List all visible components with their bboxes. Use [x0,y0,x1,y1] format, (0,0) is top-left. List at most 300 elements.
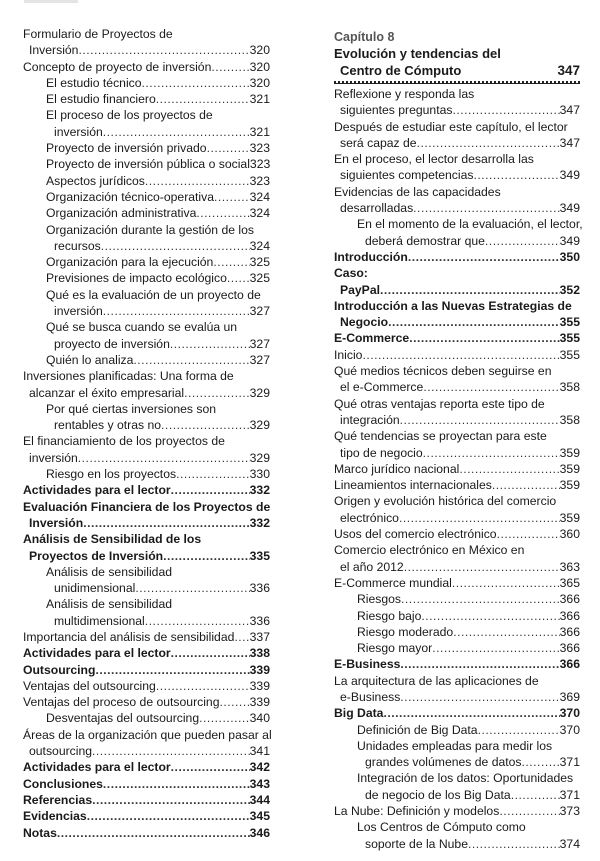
dot-leader [171,482,250,498]
toc-entry-text: Análisis de sensibilidad [46,597,173,612]
dot-leader [163,548,250,564]
toc-entry[interactable] [23,678,270,694]
toc-entry-text: el e-Commerce [340,380,424,395]
toc-page-number: 358 [559,380,580,395]
toc-entry-text: El financiamiento de los proyectos de [23,434,225,449]
toc-entry[interactable] [334,330,580,346]
dot-leader [211,59,249,75]
toc-page-number: 339 [249,662,270,677]
dot-leader [156,678,250,694]
toc-page-number: 346 [249,825,270,840]
toc-page-number: 366 [559,657,580,672]
toc-entry[interactable] [23,825,270,841]
toc-page-number: 373 [559,804,580,819]
dot-leader [213,254,249,270]
toc-entry-text: siguientes competencias [340,168,474,183]
dot-leader [87,808,250,824]
toc-entry-text: soporte de la Nube [365,836,468,851]
toc-entry[interactable] [23,59,270,75]
chapter-title-line-1: Evolución y tendencias del [334,46,501,61]
toc-entry[interactable] [23,531,270,564]
dot-leader [421,608,559,624]
toc-page-number: 327 [249,352,270,367]
toc-page-number: 339 [249,695,270,710]
dot-leader [468,836,560,852]
toc-entry-text: Caso: [334,266,368,281]
toc-entry-text: Riesgo bajo [357,608,422,623]
toc-entry-text: integración [340,412,400,427]
dot-leader [133,352,249,368]
toc-entry-text: siguientes preguntas [340,103,453,118]
toc-page-number: 359 [559,445,580,460]
dot-leader [413,200,559,216]
toc-entry[interactable] [334,526,580,542]
toc-entry-text: La arquitectura de las aplicaciones de [334,673,539,688]
toc-page-number: 320 [249,43,270,58]
toc-entry[interactable] [334,608,580,624]
toc-page-number: 323 [249,173,270,188]
dot-leader [103,124,250,140]
toc-entry-text: Integración de los datos: Oportunidades [357,771,574,786]
toc-entry-text: multidimensional [54,613,145,628]
dot-leader [408,249,560,265]
toc-entry[interactable] [23,808,270,824]
toc-entry-text: E-Business [334,657,401,672]
dot-leader [145,613,250,629]
toc-entry-text: Origen y evolución histórica del comercio [334,494,557,509]
toc-entry-text: Organización durante la gestión de los [46,222,254,237]
dot-leader [103,776,250,792]
toc-page-number: 332 [249,515,270,530]
dot-leader [234,629,249,645]
toc-page-number: 335 [249,548,270,563]
toc-entry-text: Actividades para el lector [23,760,171,775]
dot-leader [453,624,559,640]
toc-entry-text: Después de estudiar este capítulo, el lector [334,119,568,134]
toc-entry-text: Inversión [29,43,79,58]
toc-page-number: 371 [559,787,580,802]
dot-leader [176,466,250,482]
toc-entry[interactable] [23,482,270,498]
chapter-page-number: 347 [557,63,580,78]
toc-entry[interactable] [23,759,270,775]
toc-entry-text: Inicio [334,347,363,362]
toc-entry-text: E-Commerce [334,331,410,346]
toc-page-number: 349 [559,233,580,248]
dot-leader [101,238,250,254]
toc-entry[interactable] [23,189,270,205]
toc-entry-text: Importancia del análisis de sensibilidad [23,629,235,644]
toc-entry[interactable] [23,433,270,466]
toc-page-number: 363 [559,559,580,574]
toc-entry-text: Inversión [29,515,84,530]
toc-entry[interactable] [23,254,270,270]
dot-leader [78,42,249,58]
toc-page-number: 366 [559,608,580,623]
toc-entry-text: La Nube: Definición y modelos [334,804,500,819]
toc-entry[interactable] [23,499,270,532]
dot-leader [383,705,559,721]
toc-entry[interactable] [23,629,270,645]
dot-leader [432,640,559,656]
toc-entry[interactable] [23,401,270,434]
toc-entry-text: Negocio [340,315,389,330]
toc-entry-text: Formulario de Proyectos de [23,27,173,41]
toc-entry-text: Proyecto de inversión privado [46,141,207,156]
dot-leader [145,173,250,189]
dot-leader [92,743,250,759]
dot-leader [409,330,559,346]
toc-entry-text: Evaluación Financiera de los Proyectos de [23,499,271,514]
toc-page-number: 339 [249,678,270,693]
toc-entry[interactable] [23,222,270,255]
toc-page-number: 323 [249,141,270,156]
toc-page-number: 371 [559,755,580,770]
toc-entry-text: Actividades para el lector [23,483,171,498]
toc-entry[interactable] [334,738,580,771]
toc-right-entries [334,86,583,852]
dot-leader [92,792,250,808]
toc-entry-text: Previsiones de impacto ecológico [46,271,227,286]
toc-entry-text: Desventajas del outsourcing [46,711,200,726]
toc-entry[interactable] [334,396,580,429]
toc-page-number: 365 [559,575,580,590]
toc-entry-text: Riesgos [357,592,402,607]
toc-entry-text: recursos [54,238,101,253]
toc-entry[interactable] [334,265,580,298]
dot-leader [423,379,559,395]
toc-entry[interactable] [334,591,580,607]
toc-page-number: 366 [559,624,580,639]
toc-entry[interactable] [23,368,270,401]
toc-page-number: 338 [249,646,270,661]
toc-entry-text: desarrolladas [340,201,414,216]
chapter-title-line-2: Centro de Cómputo [340,63,462,78]
toc-entry[interactable] [334,656,580,672]
toc-entry[interactable] [334,722,580,738]
dot-leader [184,385,250,401]
toc-page-number: 327 [249,304,270,319]
toc-entry-text: Marco jurídico nacional [334,461,460,476]
toc-entry-text: Evidencias de las capacidades [334,184,501,199]
toc-entry[interactable] [334,542,580,575]
toc-entry[interactable] [23,662,270,678]
toc-entry[interactable] [23,75,270,91]
toc-page-number: 336 [249,581,270,596]
toc-entry[interactable] [23,270,270,286]
toc-page-number: 355 [559,331,580,346]
toc-page-number: 329 [249,418,270,433]
toc-entry-text: Definición de Big Data [357,722,478,737]
toc-entry-text: Actividades para el lector [23,646,171,661]
toc-entry[interactable] [23,727,270,760]
toc-entry-text: rentables y otras no [54,418,162,433]
toc-entry[interactable] [23,694,270,710]
toc-entry[interactable] [334,493,580,526]
toc-entry-text: outsourcing [29,744,93,759]
toc-entry-text: Análisis de Sensibilidad de los [23,532,202,547]
toc-entry-text: Organización administrativa [46,206,197,221]
dot-leader [492,477,560,493]
dot-leader [522,754,560,770]
toc-entry[interactable] [23,466,270,482]
toc-entry[interactable] [334,151,580,184]
toc-page-number: 329 [249,450,270,465]
toc-page-number: 320 [249,59,270,74]
dot-leader [404,559,560,575]
toc-entry-text: Análisis de sensibilidad [46,564,173,579]
toc-entry-text: proyecto de inversión [54,336,170,351]
toc-entry-text: alcanzar el éxito empresarial [29,385,185,400]
toc-entry-text: Riesgo moderado [357,624,454,639]
toc-entry-text: e-Business [340,689,401,704]
toc-entry-text: Reflexione y responda las [334,87,475,101]
toc-page-number: 359 [559,461,580,476]
dot-leader [423,445,560,461]
toc-page-number: 342 [249,760,270,775]
toc-entry-text: Ventajas del proceso de outsourcing [23,695,220,710]
dot-leader [499,803,559,819]
toc-entry-text: Organización para la ejecución [46,255,214,270]
dot-leader [399,510,560,526]
toc-page-number: 347 [559,135,580,150]
toc-entry-text: Organización técnico-operativa [46,189,215,204]
toc-page-number: 336 [249,613,270,628]
chapter-divider [334,81,580,84]
toc-entry[interactable] [23,645,270,661]
toc-page-number: 324 [249,206,270,221]
toc-page-number: 324 [249,238,270,253]
dot-leader [473,167,559,183]
toc-entry[interactable] [334,216,583,249]
dot-leader [380,282,560,298]
toc-page-number: 325 [249,271,270,286]
toc-entry-text: Qué otras ventajas reporta este tipo de [334,396,545,411]
toc-entry-text: Concepto de proyecto de inversión [23,59,212,74]
toc-page-number: 355 [559,315,580,330]
toc-entry-text: Notas [23,825,57,840]
toc-entry[interactable] [23,156,270,172]
toc-entry-text: Riesgo mayor [357,641,433,656]
dot-leader [78,450,250,466]
toc-entry-text: electrónico [340,510,399,525]
dot-leader [401,591,560,607]
toc-entry[interactable] [23,205,270,221]
toc-entry[interactable] [334,624,580,640]
toc-entry-text: inversión [54,304,103,319]
toc-page-number: 374 [559,836,580,851]
toc-entry[interactable] [23,564,270,597]
toc-entry-text: El estudio técnico [46,75,142,90]
toc-entry[interactable] [334,119,580,152]
toc-entry-text: el año 2012 [340,559,404,574]
toc-page-number: 343 [249,776,270,791]
dot-leader [199,710,250,726]
toc-entry[interactable] [334,184,580,217]
toc-page-number: 324 [249,189,270,204]
toc-page-number: 340 [249,711,270,726]
toc-page-number: 349 [559,201,580,216]
toc-entry[interactable] [334,477,580,493]
toc-entry-text: Ventajas del outsourcing [23,678,156,693]
toc-entry[interactable] [334,673,580,706]
toc-entry-text: Por qué ciertas inversiones son [46,401,217,416]
toc-entry-text: E-Commerce mundial [334,575,452,590]
toc-entry[interactable] [334,770,580,803]
dot-leader [103,303,250,319]
toc-entry-text: En el proceso, el lector desarrolla las [334,152,534,167]
toc-entry-text: tipo de negocio [340,445,423,460]
toc-entry-text: grandes volúmenes de datos [365,755,522,770]
toc-entry[interactable] [334,803,580,819]
toc-entry[interactable] [23,792,270,808]
dot-leader [497,526,560,542]
dot-leader [156,91,250,107]
toc-entry-text: Aspectos jurídicos [46,173,145,188]
toc-entry[interactable] [334,640,580,656]
dot-leader [452,102,559,118]
toc-entry[interactable] [334,819,580,852]
toc-entry-text: Big Data [334,706,384,721]
toc-entry[interactable] [334,461,580,477]
toc-entry[interactable] [334,298,580,331]
dot-leader [57,825,250,841]
toc-entry-text: Proyecto de inversión pública o social [46,157,250,172]
toc-entry[interactable] [23,140,270,156]
toc-page-number: 341 [249,744,270,759]
dot-leader [227,270,250,286]
toc-entry-text: Unidades empleadas para medir los [357,738,553,753]
dot-leader [388,314,560,330]
toc-entry-text: Quién lo analiza [46,352,134,367]
toc-entry[interactable] [23,710,270,726]
toc-entry-text: inversión [29,450,78,465]
toc-entry-text: En el momento de la evaluación, el lector, [357,217,583,232]
toc-entry-text: Introducción a las Nuevas Estrategias de [334,298,572,313]
toc-page-number: 366 [559,592,580,607]
dot-leader [452,575,560,591]
toc-entry[interactable] [23,287,270,320]
toc-entry-text: Referencias [23,792,93,807]
toc-entry-text: será capaz de [340,135,417,150]
toc-page-number: 352 [559,282,580,297]
toc-entry-text: Evidencias [23,809,87,824]
toc-page-number: 355 [559,347,580,362]
toc-entry-text: Qué tendencias se proyectan para este [334,429,547,444]
toc-entry-text: Inversiones planificadas: Una forma de [23,369,234,384]
toc-entry[interactable] [23,107,270,140]
dot-leader [214,189,250,205]
toc-page-number: 366 [559,641,580,656]
toc-entry[interactable] [23,352,270,368]
page-header-remnant [24,0,78,3]
chapter-title[interactable] [334,45,580,79]
toc-page-number: 344 [249,792,270,807]
dot-leader [83,515,249,531]
toc-page-number: 320 [249,75,270,90]
dot-leader [220,694,250,710]
toc-entry[interactable] [23,319,270,352]
dot-leader [171,759,250,775]
dot-leader [196,205,249,221]
toc-page-number: 327 [249,336,270,351]
toc-entry-text: El proceso de los proyectos de [46,108,213,123]
dot-leader [400,689,559,705]
toc-entry-text: El estudio financiero [46,92,156,107]
toc-entry-text: Áreas de la organización que pueden pasar al [23,727,272,742]
toc-entry-text: Los Centros de Cómputo como [357,820,526,835]
toc-entry[interactable] [23,173,270,189]
dot-leader [207,140,250,156]
toc-entry-text: unidimensional [54,581,136,596]
toc-entry-text: de negocio de los Big Data [365,787,511,802]
chapter-label: Capítulo 8 [334,30,395,44]
toc-page-number: 325 [249,255,270,270]
toc-entry-text: Introducción [334,249,408,264]
toc-entry[interactable] [334,86,580,119]
toc-entry-text: Proyectos de Inversión [29,548,164,563]
toc-entry-text: Qué se busca cuando se evalúa un [46,320,238,335]
toc-page-number: 349 [559,168,580,183]
toc-entry[interactable] [334,363,580,396]
dot-leader [400,656,559,672]
dot-leader [485,233,560,249]
toc-entry-text: Qué es la evaluación de un proyecto de [46,287,261,302]
toc-entry[interactable] [23,91,270,107]
toc-left-column [23,26,270,841]
toc-entry-text: Conclusiones [23,776,103,791]
dot-leader [135,580,249,596]
toc-page-number: 347 [559,103,580,118]
toc-page-number: 359 [559,510,580,525]
toc-entry-text: Lineamientos internacionales [334,478,492,493]
toc-page-number: 321 [249,124,270,139]
toc-page-number: 350 [559,249,580,264]
toc-page-number: 332 [249,483,270,498]
dot-leader [511,787,560,803]
toc-entry-text: Usos del comercio electrónico [334,527,497,542]
toc-entry[interactable] [334,705,580,721]
dot-leader [362,347,559,363]
dot-leader [170,336,250,352]
toc-page-number: 330 [249,467,270,482]
toc-entry[interactable] [23,26,270,59]
toc-page-number: 370 [559,706,580,721]
toc-entry[interactable] [334,347,580,363]
toc-entry[interactable] [23,596,270,629]
toc-entry-text: deberá demostrar que [365,233,485,248]
dot-leader [142,75,250,91]
toc-entry-text: Qué medios técnicos deben seguirse en [334,364,552,379]
dot-leader [161,417,250,433]
toc-entry[interactable] [23,776,270,792]
toc-entry-text: inversión [54,124,103,139]
toc-entry-text: Riesgo en los proyectos [46,467,177,482]
toc-right-column [334,26,583,852]
toc-page-number: 345 [249,809,270,824]
toc-entry[interactable] [334,428,580,461]
toc-entry[interactable] [334,575,580,591]
toc-page-number: 358 [559,412,580,427]
toc-page-number: 360 [559,527,580,542]
toc-entry-text: Comercio electrónico en México en [334,543,525,558]
toc-page-number: 369 [559,689,580,704]
toc-page-number: 337 [249,629,270,644]
toc-entry[interactable] [334,249,580,265]
toc-page-number: 329 [249,385,270,400]
dot-leader [478,722,560,738]
toc-page-number: 370 [559,722,580,737]
